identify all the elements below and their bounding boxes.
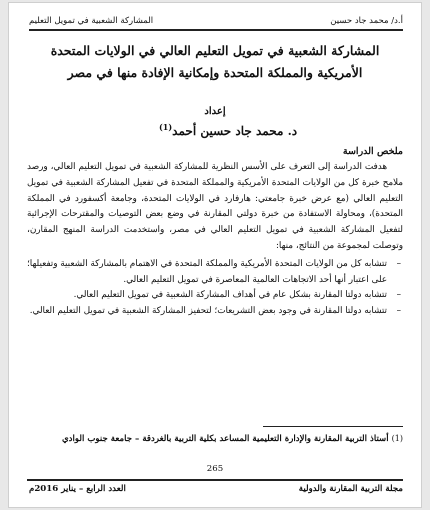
running-header — [29, 13, 403, 31]
finding-item — [27, 288, 403, 304]
footer-journal: مجلة التربية المقارنة والدولية — [298, 484, 403, 494]
running-header-title: المشاركة الشعبية في تمويل التعليم — [29, 16, 154, 26]
finding-text: تتشابه كل من الولايات المتحدة الأمريكية والمملكة المتحدة في الاهتمام بالمشاركة الشعبية وتفعيلها؛ على اعتبار أنها أحد الاتجاهات العالمية المعاصرة في تمويل التعليم العالي. — [27, 258, 387, 285]
footer-issue: العدد الرابع – يناير 2016م — [29, 484, 126, 494]
page-footer — [29, 484, 403, 494]
paper-title-line-2: الأمريكية والمملكة المتحدة وإمكانية الإفادة منها في مصر — [67, 65, 363, 80]
footer-divider — [27, 479, 403, 481]
footnote — [49, 431, 403, 447]
footnote-divider — [263, 426, 403, 427]
abstract-body — [27, 160, 403, 320]
bullet-dash: – — [396, 290, 401, 301]
prepared-by-label: إعداد — [204, 106, 226, 117]
running-header-author: أ.د/ محمد جاد حسين — [330, 16, 403, 26]
bullet-dash: – — [396, 258, 401, 269]
bullet-dash: – — [396, 306, 401, 317]
footnote-marker: (1) — [391, 434, 403, 443]
finding-text: تتشابه دولتا المقارنة بشكل عام في أهداف المشاركة الشعبية في تمويل التعليم العالي. — [73, 290, 387, 301]
paper-title — [27, 40, 403, 84]
finding-text: تتشابه دولتا المقارنة في وجود بعض التشريعات؛ لتحفيز المشاركة الشعبية في تمويل التعليم العالي. — [29, 306, 387, 317]
abstract-paragraph: هدفت الدراسة إلى التعرف على الأسس النظرية للمشاركة الشعبية في تمويل التعليم العالي، ورصد ملامح خبرة كل من الولايات المتحدة الأمريكية والمملكة المتحدة في تفعيل المشاركة الشعبية في تمويل التعليم العالي (مع عرض خبرة جامعتي: هارفارد في الولايات المتحدة، وجامعة أكسفورد في المملكة المتحدة)، ومحاولة الاستفادة من خبرة دولتي المقارنة في وضع بعض التوصيات والمقترحات الإجرائية لتفعيل المشاركة الشعبية في تمويل التعليم العالي في مصر، واستخدمت الدراسة المنهج المقارن، وتوصلت لمجموعة من النتائج، منها: — [27, 162, 403, 251]
finding-item — [27, 257, 403, 289]
footnote-text: أستاذ التربية المقارنة والإدارة التعليمية المساعد بكلية التربية بالغردقة – جامعة جنوب الوادي — [61, 434, 389, 444]
finding-item — [27, 304, 403, 320]
author-name: د. محمد جاد حسين أحمد — [172, 124, 298, 138]
document-page — [8, 2, 422, 508]
author-footnote-ref: (1) — [159, 122, 173, 132]
author-line — [159, 122, 297, 138]
abstract-heading: ملخص الدراسة — [342, 146, 403, 157]
page-number: 265 — [206, 464, 224, 474]
paper-title-line-1: المشاركة الشعبية في تمويل التعليم العالي في الولايات المتحدة — [50, 43, 380, 58]
findings-list — [27, 257, 403, 320]
